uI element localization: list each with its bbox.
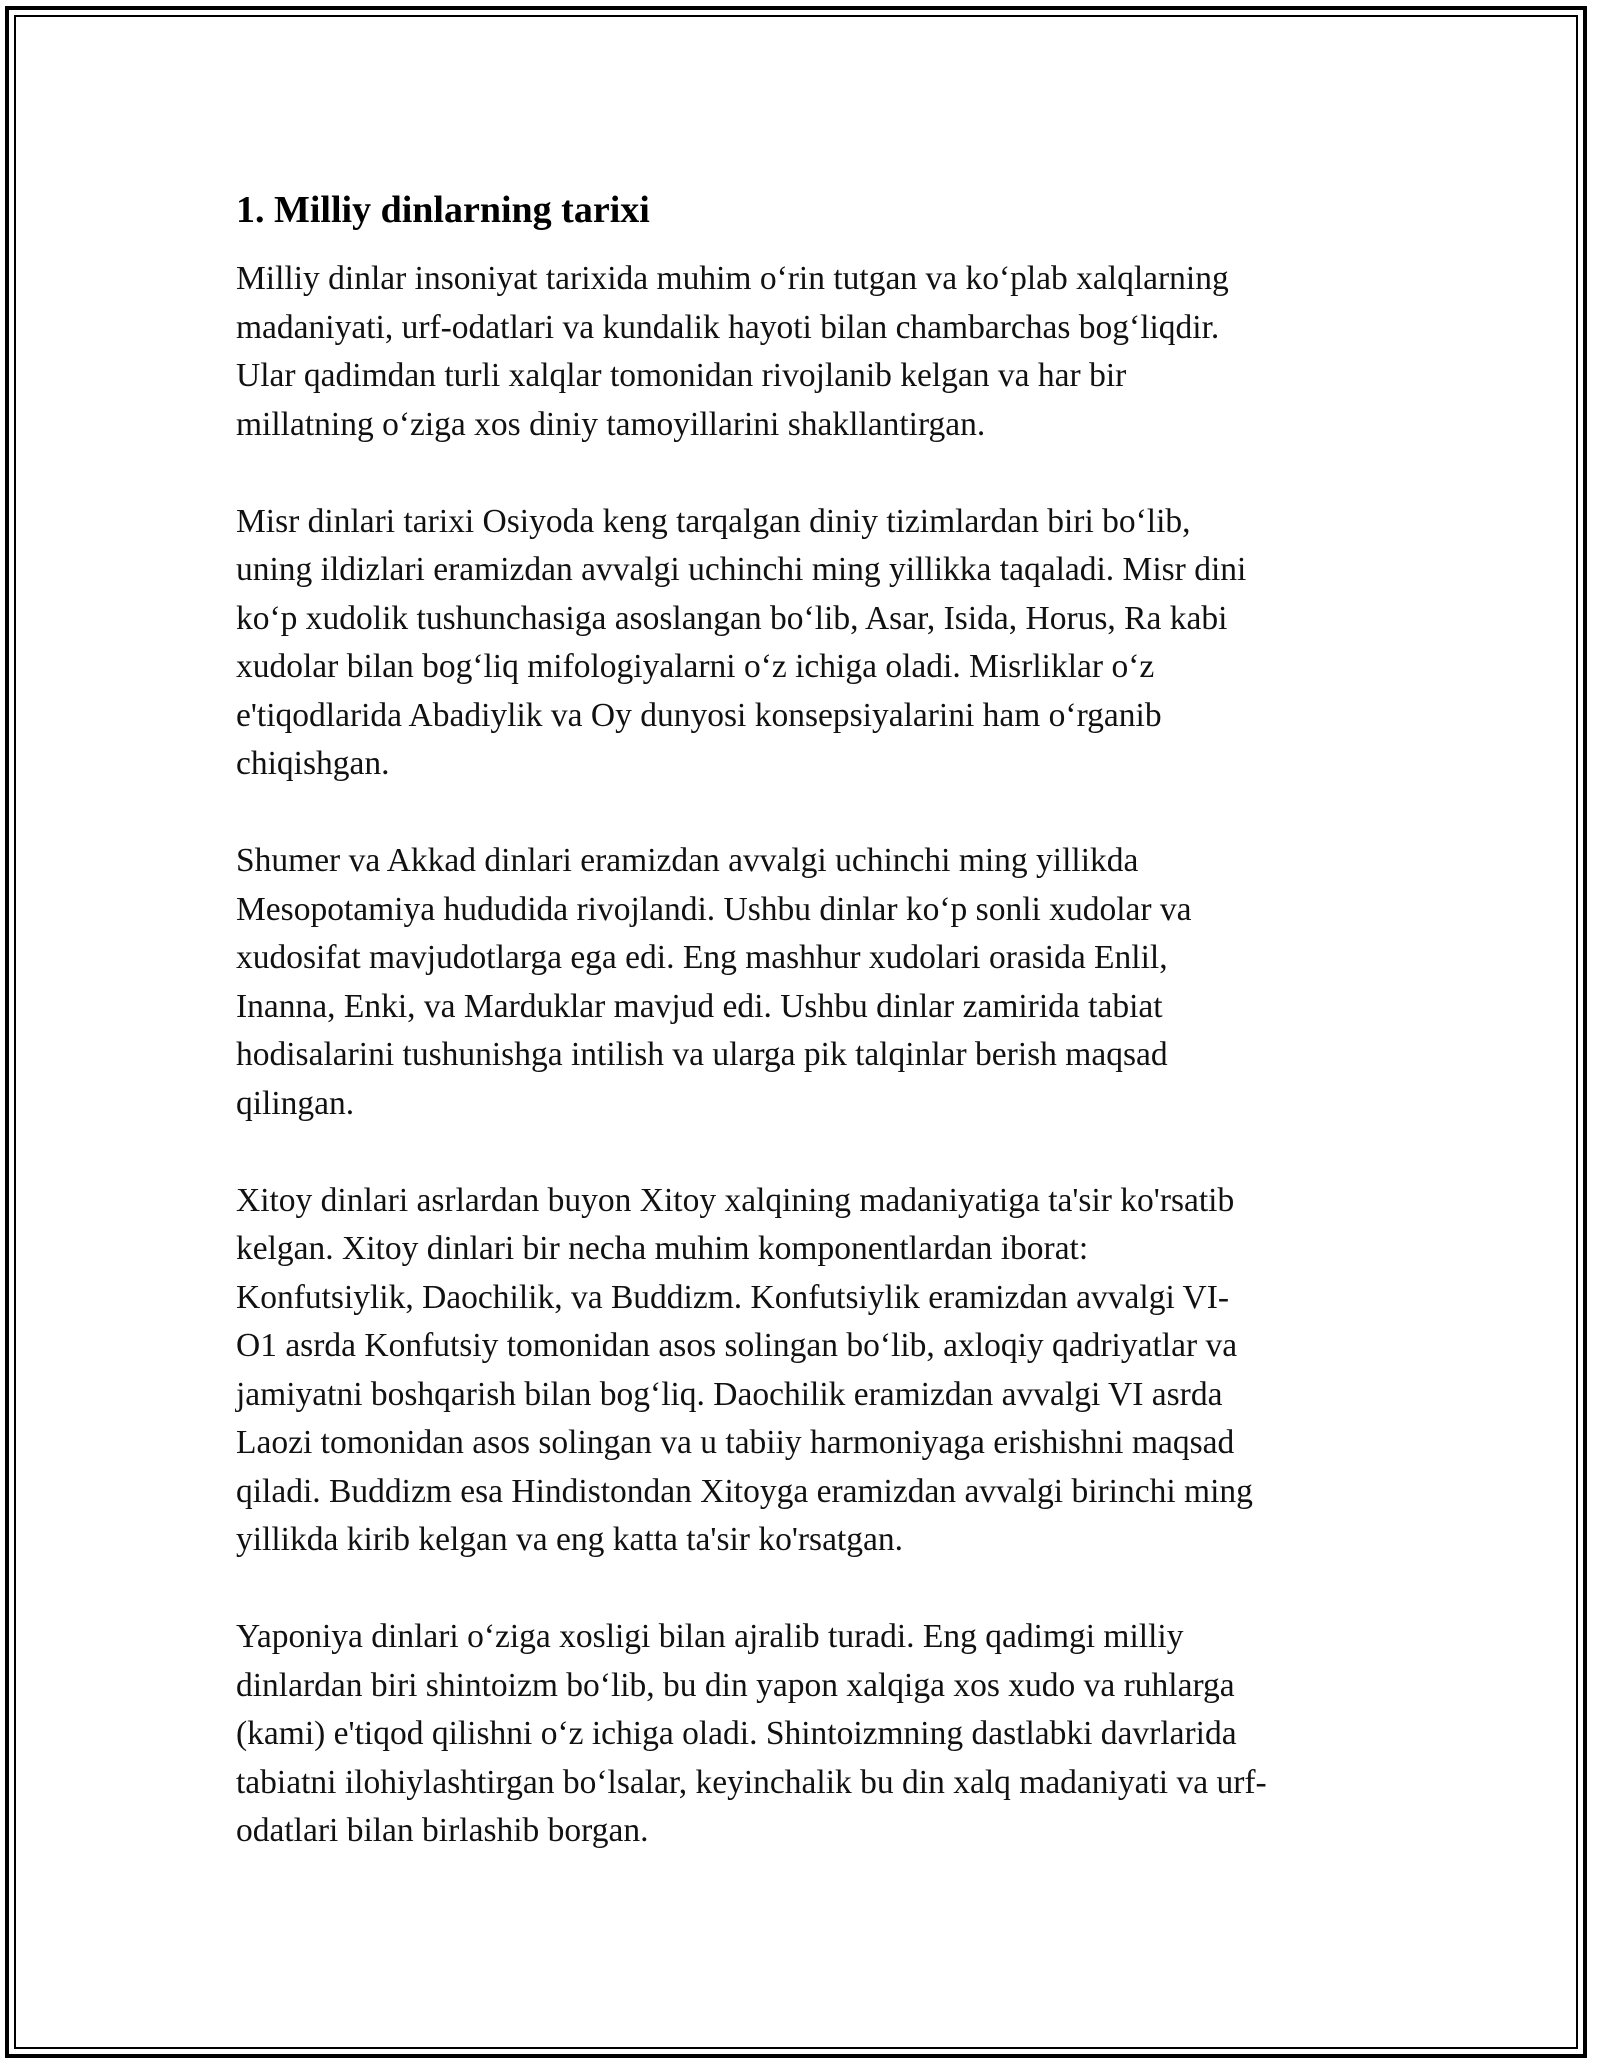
document-body [236,186,1376,1904]
paragraph-japan: Yaponiya dinlari o‘ziga xosligi bilan ajralib turadi. Eng qadimgi milliy dinlardan biri shintoizm bo‘lib, bu din yapon xalqiga xos xudo va ruhlarga (kami) e'tiqod qilishni o‘z ichiga oladi. Shintoizmning dastlabki davrlarida tabiatni ilohiylashtirgan bo‘lsalar, keyinchalik bu din xalq madaniyati va urf- odatlari bilan birlashib borgan. [236,1618,1267,1849]
paragraph-china: Xitoy dinlari asrlardan buyon Xitoy xalqining madaniyatiga ta'sir ko'rsatib kelgan. Xitoy dinlari bir necha muhim komponentlardan iborat: Konfutsiylik, Daochilik, va Buddizm. Konfutsiylik eramizdan avvalgi VI- O1 asrda Konfutsiy tomonidan asos solingan bo‘lib, axloqiy qadriyatlar va jamiyatni boshqarish bilan bog‘liq. Daochilik eramizdan avvalgi VI asrda Laozi tomonidan asos solingan va u tabiiy harmoniyaga erishishni maqsad qiladi. Buddizm esa Hindistondan Xitoyga eramizdan avvalgi birinchi ming yillikda kirib kelgan va eng katta ta'sir ko'rsatgan. [236,1181,1253,1558]
paragraph-intro: Milliy dinlar insoniyat tarixida muhim o‘rin tutgan va ko‘plab xalqlarning madaniyati, urf-odatlari va kundalik hayoti bilan chambarchas bog‘liqdir. Ular qadimdan turli xalqlar tomonidan rivojlanib kelgan va har bir millatning o‘ziga xos diniy tamoyillarini shakllantirgan. [236,260,1229,443]
paragraph-sumer-akkad: Shumer va Akkad dinlari eramizdan avvalgi uchinchi ming yillikda Mesopotamiya hududida rivojlandi. Ushbu dinlar ko‘p sonli xudolar va xudosifat mavjudotlarga ega edi. Eng mashhur xudolari orasida Enlil, Inanna, Enki, va Marduklar mavjud edi. Ushbu dinlar zamirida tabiat hodisalarini tushunishga intilish va ularga pik talqinlar berish maqsad qilingan. [236,842,1192,1122]
section-heading: 1. Milliy dinlarning tarixi [236,189,650,231]
paragraph-egypt: Misr dinlari tarixi Osiyoda keng tarqalgan diniy tizimlardan biri bo‘lib, uning ildizlari eramizdan avvalgi uchinchi ming yillikka taqaladi. Misr dini ko‘p xudolik tushunchasiga asoslangan bo‘lib, Asar, Isida, Horus, Ra kabi xudolar bilan bog‘liq mifologiyalarni o‘z ichiga oladi. Misrliklar o‘z e'tiqodlarida Abadiylik va Oy dunyosi konsepsiyalarini ham o‘rganib chiqishgan. [236,502,1247,782]
